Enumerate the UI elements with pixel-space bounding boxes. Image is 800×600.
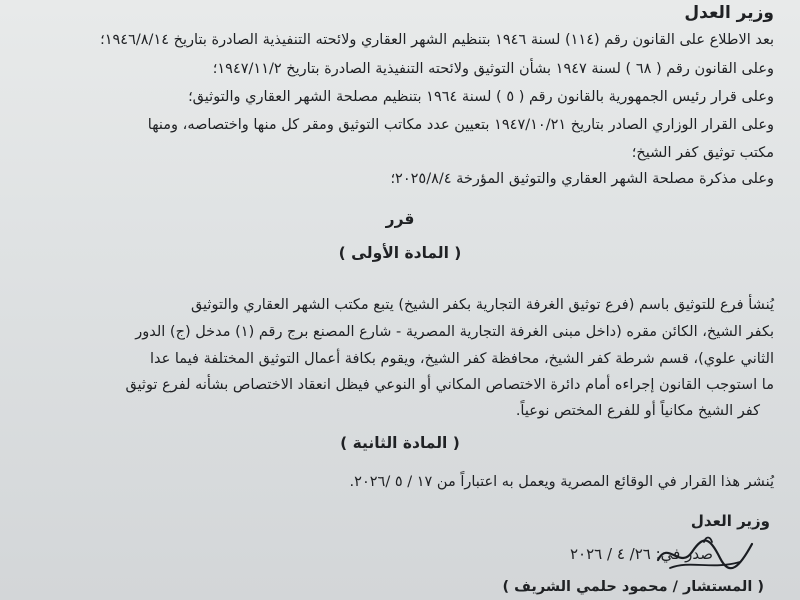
article-1-line-2: بكفر الشيخ، الكائن مقره (داخل مبنى الغرفة التجارية المصرية - شارع المصنع برج رقم (١) مدخل (ج) الدور: [135, 324, 774, 340]
preamble-line-6: وعلى مذكرة مصلحة الشهر العقاري والتوثيق المؤرخة ٢٠٢٥/٨/٤؛: [390, 171, 774, 187]
preamble-line-5: مكتب توثيق كفر الشيخ؛: [631, 145, 774, 161]
preamble-line-1: بعد الاطلاع على القانون رقم (١١٤) لسنة ١٩٤٦ بتنظيم الشهر العقاري ولائحته التنفيذية الصادرة بتاريخ ١٩٤٦/٨/١٤؛: [100, 32, 774, 48]
issue-date: صدر في: ٢٦/ ٤ / ٢٠٢٦: [570, 545, 713, 563]
article-2-title: ( المادة الثانية ): [340, 434, 460, 452]
article-1-line-3: الثاني علوي)، قسم شرطة كفر الشيخ، محافظة كفر الشيخ، ويقوم بكافة أعمال التوثيق المختلفة فيما عدا: [149, 351, 774, 367]
signature-name: ( المستشار / محمود حلمي الشريف ): [502, 579, 764, 595]
signature-role: وزير العدل: [690, 512, 770, 530]
article-1-line-4: ما استوجب القانون إجراءه أمام دائرة الاختصاص المكاني أو النوعي فيظل انعقاد الاختصاص بشأنه لفرع توثيق: [125, 377, 774, 393]
article-1-line-1: يُنشأ فرع للتوثيق باسم (فرع توثيق الغرفة التجارية بكفر الشيخ) يتبع مكتب الشهر العقاري والتوثيق: [190, 297, 774, 313]
preamble-line-3: وعلى قرار رئيس الجمهورية بالقانون رقم ( ٥ ) لسنة ١٩٦٤ بتنظيم مصلحة الشهر العقاري والتوثيق؛: [188, 89, 774, 105]
decided-heading: قرر: [385, 210, 415, 228]
page-header: وزير العدل: [684, 3, 774, 23]
article-1-title: ( المادة الأولى ): [338, 244, 462, 262]
article-1-line-5: كفر الشيخ مكانياً أو للفرع المختص نوعياً.: [515, 403, 760, 419]
preamble-line-4: وعلى القرار الوزاري الصادر بتاريخ ١٩٤٧/١٠/٢١ بتعيين عدد مكاتب التوثيق ومقر كل منها واختصاصه، ومنها: [147, 117, 774, 133]
preamble-line-2: وعلى القانون رقم ( ٦٨ ) لسنة ١٩٤٧ بشأن التوثيق ولائحته التنفيذية الصادرة بتاريخ ١٩٤٧/١١/٢؛: [212, 61, 774, 77]
article-2-line: يُنشر هذا القرار في الوقائع المصرية ويعمل به اعتباراً من ١٧ / ٥ /٢٠٢٦.: [349, 474, 774, 490]
